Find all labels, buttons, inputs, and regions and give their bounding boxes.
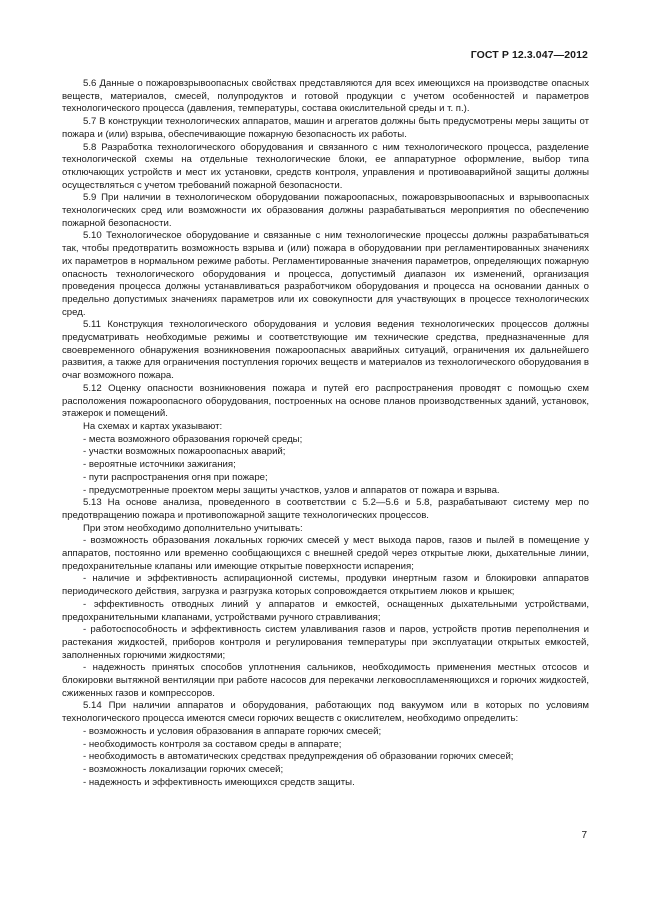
paragraph-5-8: 5.8 Разработка технологического оборудования и связанного с ним технологического процесса, разделение технологической схемы на отдельные технологические блоки, ее аппаратурное оформление, выбор типа отключающих устройств и мест их установки, средств контроля, управления и противоаварийной защиты должны осуществляться с учетом требований пожарной безопасности. (62, 141, 589, 191)
paragraph-5-12: 5.12 Оценку опасности возникновения пожара и путей его распространения проводят с помощью схем расположения пожароопасного оборудования, построенных на основе планов производственных зданий, установок, этажерок и помещений. (62, 382, 589, 420)
list-intro: На схемах и картах указывают: (83, 420, 223, 432)
paragraph-5-6: 5.6 Данные о пожаровзрывоопасных свойствах представляются для всех имеющихся на производстве опасных веществ, материалов, смесей, полупродуктов и готовой продукции с учетом особенностей и параметров технологического процесса (давления, температуры, состава окислительной среды и т. п.). (62, 78, 589, 115)
list-item: - надежность принятых способов уплотнения сальников, необходимость применения местных отсосов и блокировки вытяжной вентиляции при работе насосов для перекачки легковоспламеняющихся и горючих жидкостей, сжиженных газов и компрессоров. (62, 662, 589, 699)
paragraph-5-10: 5.10 Технологическое оборудование и связанные с ним технологические процессы должны разрабатываться так, чтобы предотвратить возможность взрыва и (или) пожара в оборудовании при регламентированных значениях их параметров в нормальном режиме работы. Регламентированные значения параметров, определяющих пожарную опасность технологического оборудования и процесса, допустимый диапазон их изменений, организация проведения процесса должны устанавливаться разработчиком оборудования и процесса на основании данных о предельно допустимых значениях параметров или их совокупности для участвующих в процессе технологических сред. (62, 230, 589, 318)
paragraph-5-9: 5.9 При наличии в технологическом оборудовании пожароопасных, пожаровзрывоопасных и взрывоопасных технологических сред или возможности их образования должны разрабатываться мероприятия по обеспечению пожарной безопасности. (62, 192, 589, 229)
paragraph-5-13: 5.13 На основе анализа, проведенного в соответствии с 5.2—5.6 и 5.8, разрабатывают систему мер по предотвращению пожара и противопожарной защите технологических процессов. (62, 497, 589, 521)
list-item: - наличие и эффективность аспирационной системы, продувки инертным газом и блокировки аппаратов периодического действия, загрузка и разгрузка которых сопровождается открытием люков и крышек; (62, 573, 589, 598)
list-item: - необходимость контроля за составом среды в аппарате; (83, 738, 342, 750)
list-item: - работоспособность и эффективность систем улавливания газов и паров, устройств против переполнения и растекания жидкостей, приборов контроля и регулирования температуры при эксплуатации открытых емкостей, заполненных горючими жидкостями; (62, 624, 589, 661)
document-body (62, 78, 589, 789)
list-item: - возможность образования локальных горючих смесей у мест выхода паров, газов и пылей в помещение у аппаратов, постоянно или временно сообщающихся с внешней средой через открытые люки, дыхательные линии, предохранительные клапаны или имеющие открытые поверхности испарения; (62, 535, 589, 572)
list-item: - возможность локализации горючих смесей; (83, 763, 284, 775)
list-item: - участки возможных пожароопасных аварий; (83, 446, 286, 458)
page-number: 7 (581, 830, 587, 841)
standard-header: ГОСТ Р 12.3.047—2012 (470, 49, 588, 61)
paragraph-5-7: 5.7 В конструкции технологических аппаратов, машин и агрегатов должны быть предусмотрены меры защиты от пожара и (или) взрыва, обеспечивающие пожарную безопасность их работы. (62, 116, 589, 140)
paragraph-5-14: 5.14 При наличии аппаратов и оборудования, работающих под вакуумом или в которых по условиям технологического процесса имеются смеси горючих веществ с окислителем, необходимо определить: (62, 700, 589, 725)
list-item: - предусмотренные проектом меры защиты участков, узлов и аппаратов от пожара и взрыва. (83, 484, 500, 496)
list-item: - эффективность отводных линий у аппаратов и емкостей, оснащенных дыхательными устройствами, предохранительными клапанами, устройствами ручного стравливания; (62, 598, 589, 623)
list-item: - пути распространения огня при пожаре; (83, 471, 268, 483)
list-item: - надежность и эффективность имеющихся средств защиты. (83, 776, 355, 788)
paragraph-5-11: 5.11 Конструкция технологического оборудования и условия ведения технологических процессов должны предусматривать необходимые режимы и соответствующие им технические средства, предназначенные для своевременного обнаружения возникновения пожароопасных аварийных ситуаций, ограничения их дальнейшего развития, а также для ограничения поступления горючих веществ и материалов из технологического оборудования в очаг возможного пожара. (62, 319, 589, 382)
list-item: - вероятные источники зажигания; (83, 459, 236, 471)
list-item: - возможность и условия образования в аппарате горючих смесей; (83, 725, 382, 737)
list-intro: При этом необходимо дополнительно учитывать: (83, 522, 303, 534)
list-item: - необходимость в автоматических средствах предупреждения об образовании горючих смесей; (83, 751, 514, 763)
list-item: - места возможного образования горючей среды; (83, 433, 303, 445)
